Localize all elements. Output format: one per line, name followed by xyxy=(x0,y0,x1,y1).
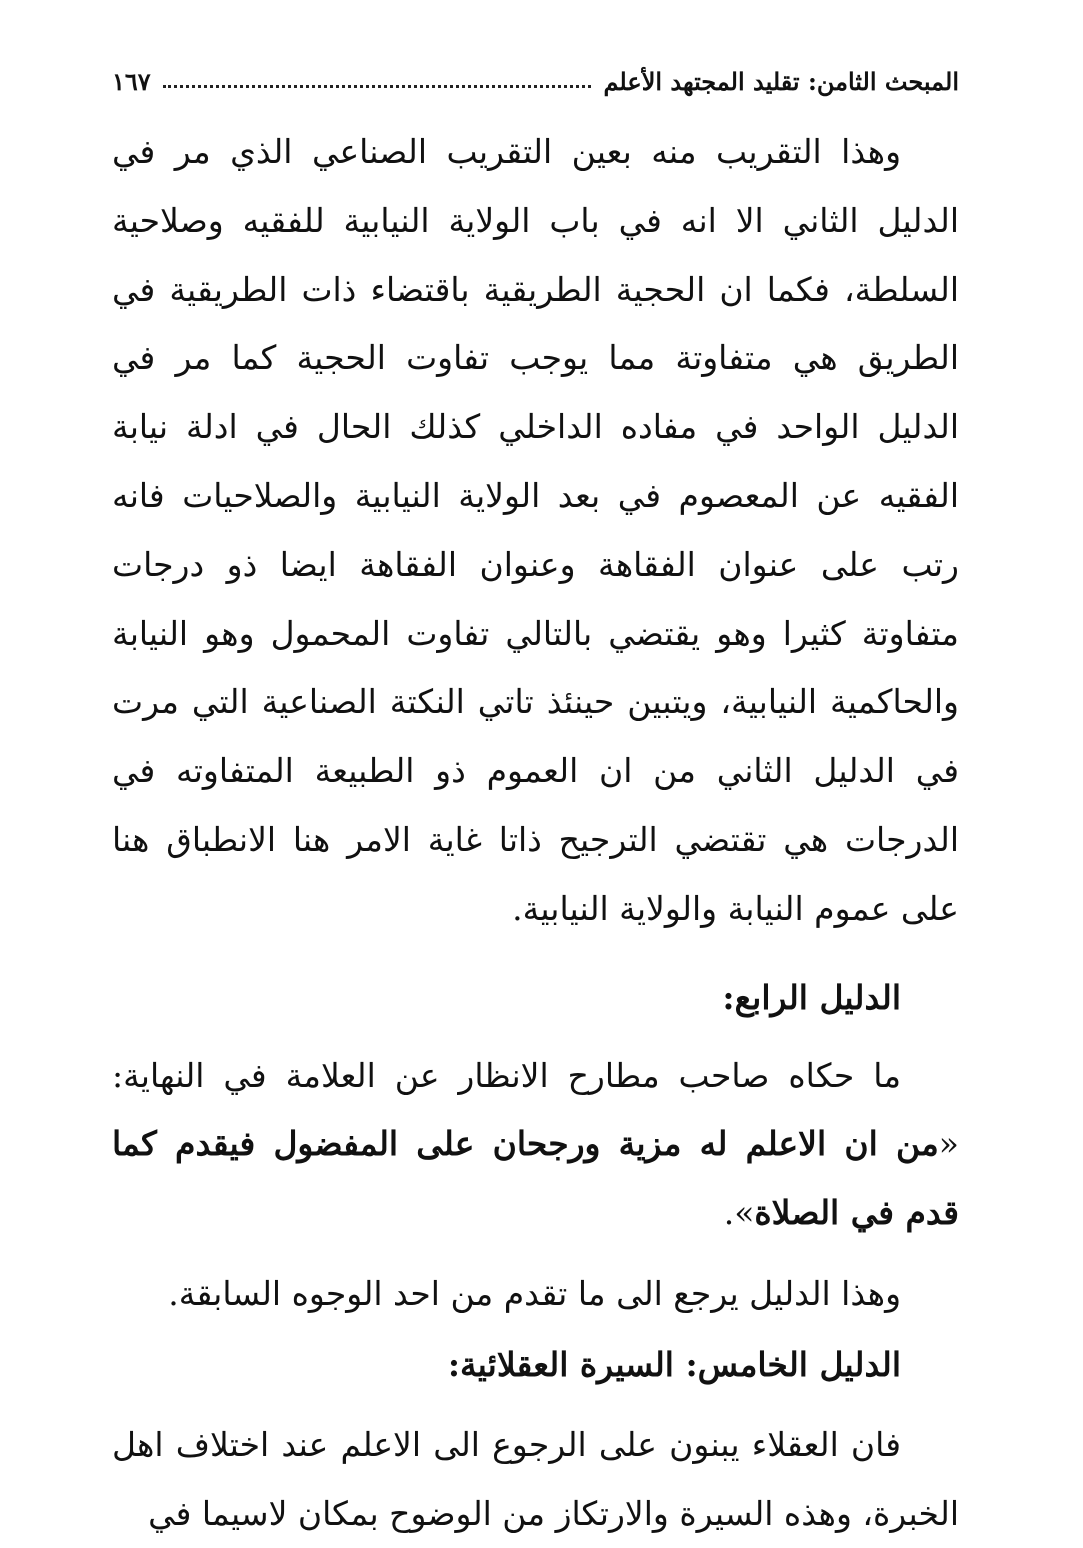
paragraph-tarqib: وهذا التقريب منه بعين التقريب الصناعي الذي مر في الدليل الثاني الا انه في باب الولاية النيابية للفقيه وصلاحية السلطة، فكما ان الحجية الطريقية باقتضاء ذات الطريقية في الطريق هي متفاوتة مما يوجب تفاوت الحجية كما مر في الدليل الواحد في مفاده الداخلي كذلك الحال في ادلة نيابة الفقيه عن المعصوم في بعد الولاية النيابية والصلاحيات فانه رتب على عنوان الفقاهة وعنوان الفقاهة ايضا ذو درجات متفاوتة كثيرا وهو يقتضي بالتالي تفاوت المحمول وهو النيابة والحاكمية النيابية، ويتبين حينئذ تاتي النكتة الصناعية التي مرت في الدليل الثاني من ان العموم ذو الطبيعة المتفاوته في الدرجات هي تقتضي الترجيح ذاتا غاية الامر هنا الانطباق هنا على عموم النيابة والولاية النيابية. xyxy=(112,132,959,928)
heading-fifth-evidence: الدليل الخامس: السيرة العقلائية: xyxy=(447,1344,901,1384)
body-text xyxy=(112,118,959,1548)
paragraph-custom: فان العقلاء يبنون على الرجوع الى الاعلم عند اختلاف اهل الخبرة، وهذه السيرة والارتكاز من الوضوح بمكان لاسيما في xyxy=(112,1424,959,1533)
paragraph-quote xyxy=(112,1042,959,1248)
heading-fourth-evidence: الدليل الرابع: xyxy=(722,977,901,1017)
leader-dots xyxy=(163,85,592,88)
quote-text: من ان الاعلم له مزية ورجحان على المفضول فيقدم كما قدم في الصلاة xyxy=(112,1124,959,1233)
quote-intro: ما حكاه صاحب مطارح الانظار عن العلامة في النهاية: « xyxy=(112,1055,959,1164)
running-header xyxy=(112,52,959,96)
quote-end: ». xyxy=(723,1193,755,1233)
page-number: ١٦٧ xyxy=(112,67,151,96)
paragraph-reference: وهذا الدليل يرجع الى ما تقدم من احد الوجوه السابقة. xyxy=(168,1273,901,1313)
chapter-title: المبحث الثامن: تقليد المجتهد الأعلم xyxy=(603,67,959,96)
